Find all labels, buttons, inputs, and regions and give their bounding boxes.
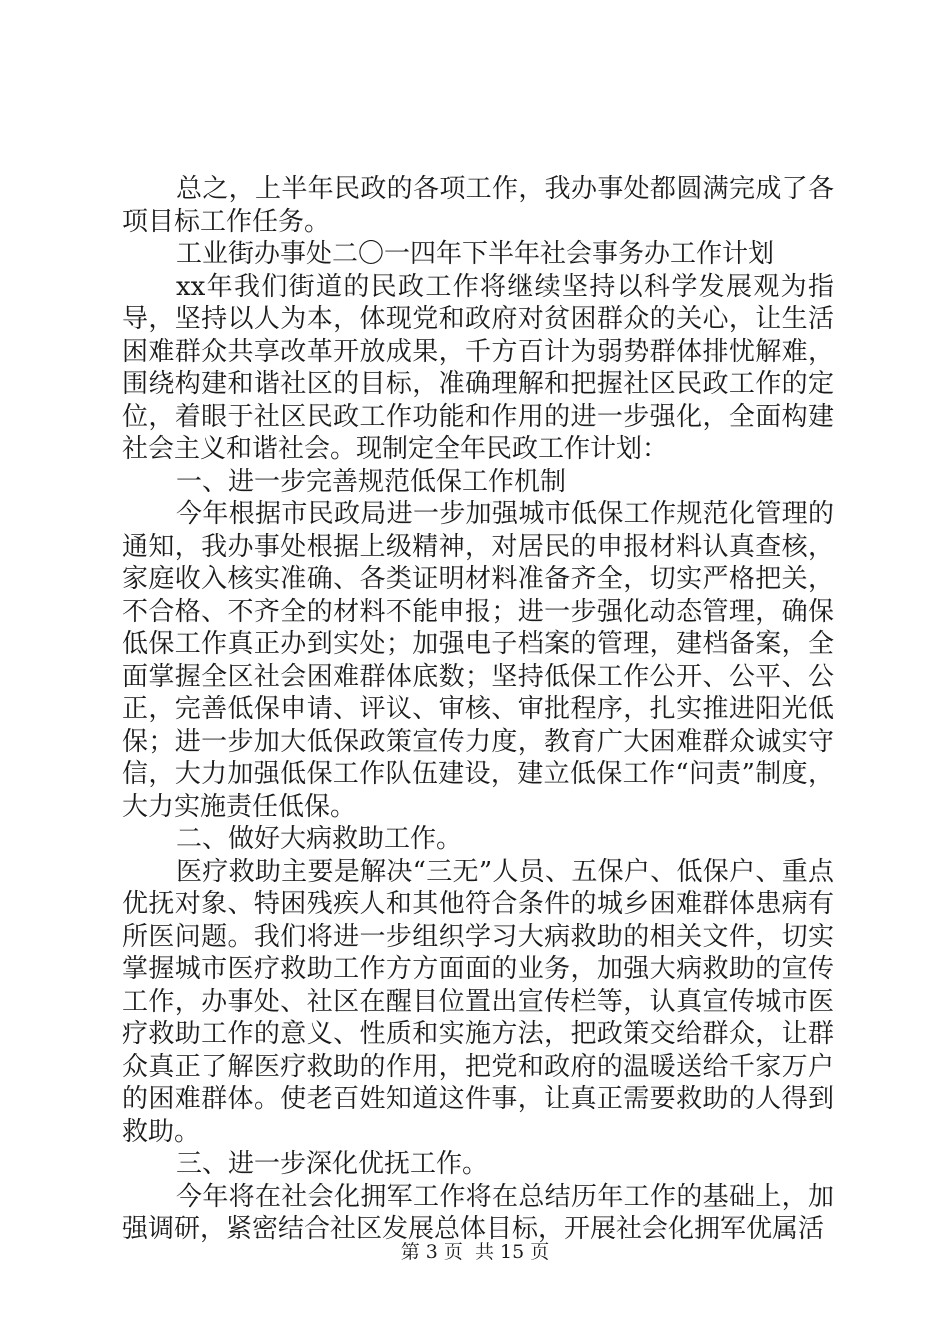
document-title: 工业街办事处二〇一四年下半年社会事务办工作计划: [176, 239, 775, 269]
section-heading-1: 一、进一步完善规范低保工作机制: [176, 466, 567, 497]
page-footer: [0, 1240, 950, 1264]
paragraph-intro: xx年我们街道的民政工作将继续坚持以科学发展观为指导，坚持以人为本，体现党和政府对贫困群众的关心，让生活困难群众共享改革开放成果，千方百计为弱势群体排忧解难，围绕构建和谐社区的目标，准确理解和把握社区民政工作的定位，着眼于社区民政工作功能和作用的进一步强化，全面构建社会主义和谐社会。现制定全年民政工作计划：: [122, 271, 834, 464]
section-heading-2: 二、做好大病救助工作。: [176, 824, 463, 854]
document-body: [122, 173, 834, 1246]
paragraph-summary: 总之，上半年民政的各项工作，我办事处都圆满完成了各项目标工作任务。: [122, 174, 834, 237]
paragraph-section-2: 医疗救助主要是解决“三无”人员、五保户、低保户、重点优抚对象、特困残疾人和其他符合条件的城乡困难群体患病有所医问题。我们将进一步组织学习大病救助的相关文件，切实掌握城市医疗救助工作方方面面的业务，加强大病救助的宣传工作，办事处、社区在醒目位置出宣传栏等，认真宣传城市医疗救助工作的意义、性质和实施方法，把政策交给群众，让群众真正了解医疗救助的作用，把党和政府的温暖送给千家万户的困难群体。使老百姓知道这件事，让真正需要救助的人得到救助。: [122, 856, 834, 1147]
paragraph-section-3: 今年将在社会化拥军工作将在总结历年工作的基础上，加强调研，紧密结合社区发展总体目标，开展社会化拥军优属活: [122, 1181, 834, 1244]
section-heading-3: 三、进一步深化优抚工作。: [176, 1149, 489, 1179]
paragraph-section-1: 今年根据市民政局进一步加强城市低保工作规范化管理的通知，我办事处根据上级精神，对居民的申报材料认真查核，家庭收入核实准确、各类证明材料准备齐全，切实严格把关，不合格、不齐全的材料不能申报；进一步强化动态管理，确保低保工作真正办到实处；加强电子档案的管理，建档备案，全面掌握全区社会困难群体底数；坚持低保工作公开、公平、公正，完善低保申请、评议、审核、审批程序，扎实推进阳光低保；进一步加大低保政策宣传力度，教育广大困难群众诚实守信，大力加强低保工作队伍建设，建立低保工作“问责”制度，大力实施责任低保。: [122, 499, 834, 822]
page-number: 第 3 页 共 15 页: [400, 1241, 550, 1263]
